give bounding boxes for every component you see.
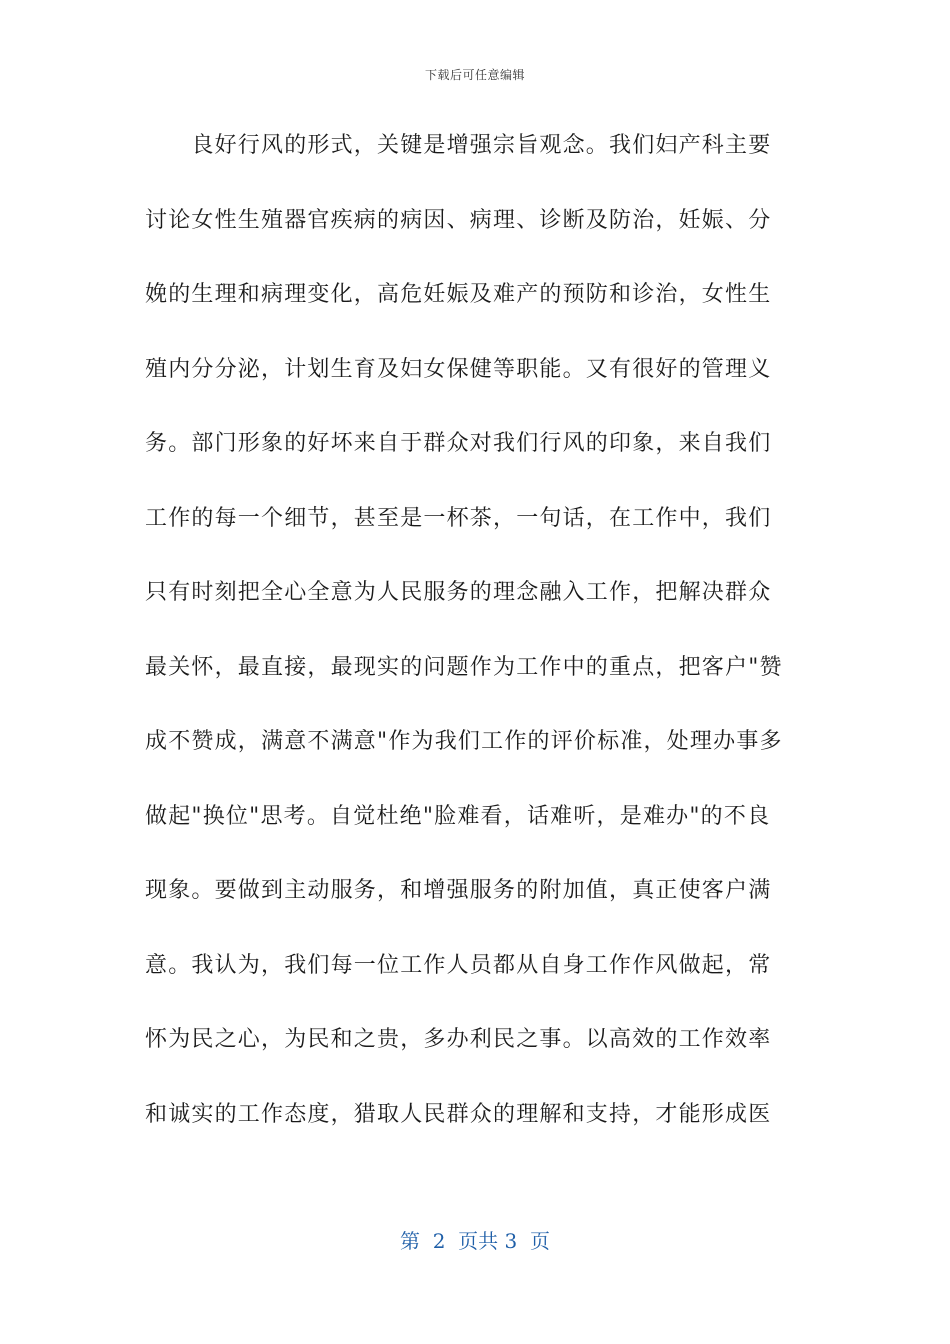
- text-line: 良好行风的形式，关键是增强宗旨观念。我们妇产科主要: [145, 133, 772, 158]
- text-line: 只有时刻把全心全意为人民服务的理念融入工作，把解决群众: [145, 580, 772, 605]
- text-line: 讨论女性生殖器官疾病的病因、病理、诊断及防治，妊娠、分: [145, 207, 772, 233]
- page-number-footer: [0, 1225, 950, 1254]
- text-line: 成不赞成，满意不满意"作为我们工作的评价标准，处理办事多: [145, 729, 783, 754]
- text-line: 工作的每一个细节，甚至是一杯茶，一句话，在工作中，我们: [145, 505, 772, 531]
- body-text: [145, 125, 805, 1168]
- text-line: 怀为民之心，为民和之贵，多办利民之事。以高效的工作效率: [145, 1027, 772, 1052]
- text-line: 殖内分分泌，计划生育及妇女保健等职能。又有很好的管理义: [145, 356, 772, 382]
- text-line: 最关怀，最直接，最现实的问题作为工作中的重点，把客户"赞: [145, 654, 783, 680]
- text-line: 做起"换位"思考。自觉杜绝"脸难看，话难听，是难办"的不良: [145, 803, 771, 829]
- header-note: 下载后可任意编辑: [424, 68, 525, 82]
- text-line: 务。部门形象的好坏来自于群众对我们行风的印象，来自我们: [145, 431, 772, 456]
- page-number-label: 第 2 页共 3 页: [400, 1229, 550, 1253]
- text-line: 意。我认为，我们每一位工作人员都从自身工作作风做起，常: [145, 952, 772, 978]
- text-line: 和诚实的工作态度，猎取人民群众的理解和支持，才能形成医: [145, 1101, 772, 1127]
- text-line: 现象。要做到主动服务，和增强服务的附加值，真正使客户满: [145, 878, 772, 903]
- text-line: 娩的生理和病理变化，高危妊娠及难产的预防和诊治，女性生: [145, 282, 772, 307]
